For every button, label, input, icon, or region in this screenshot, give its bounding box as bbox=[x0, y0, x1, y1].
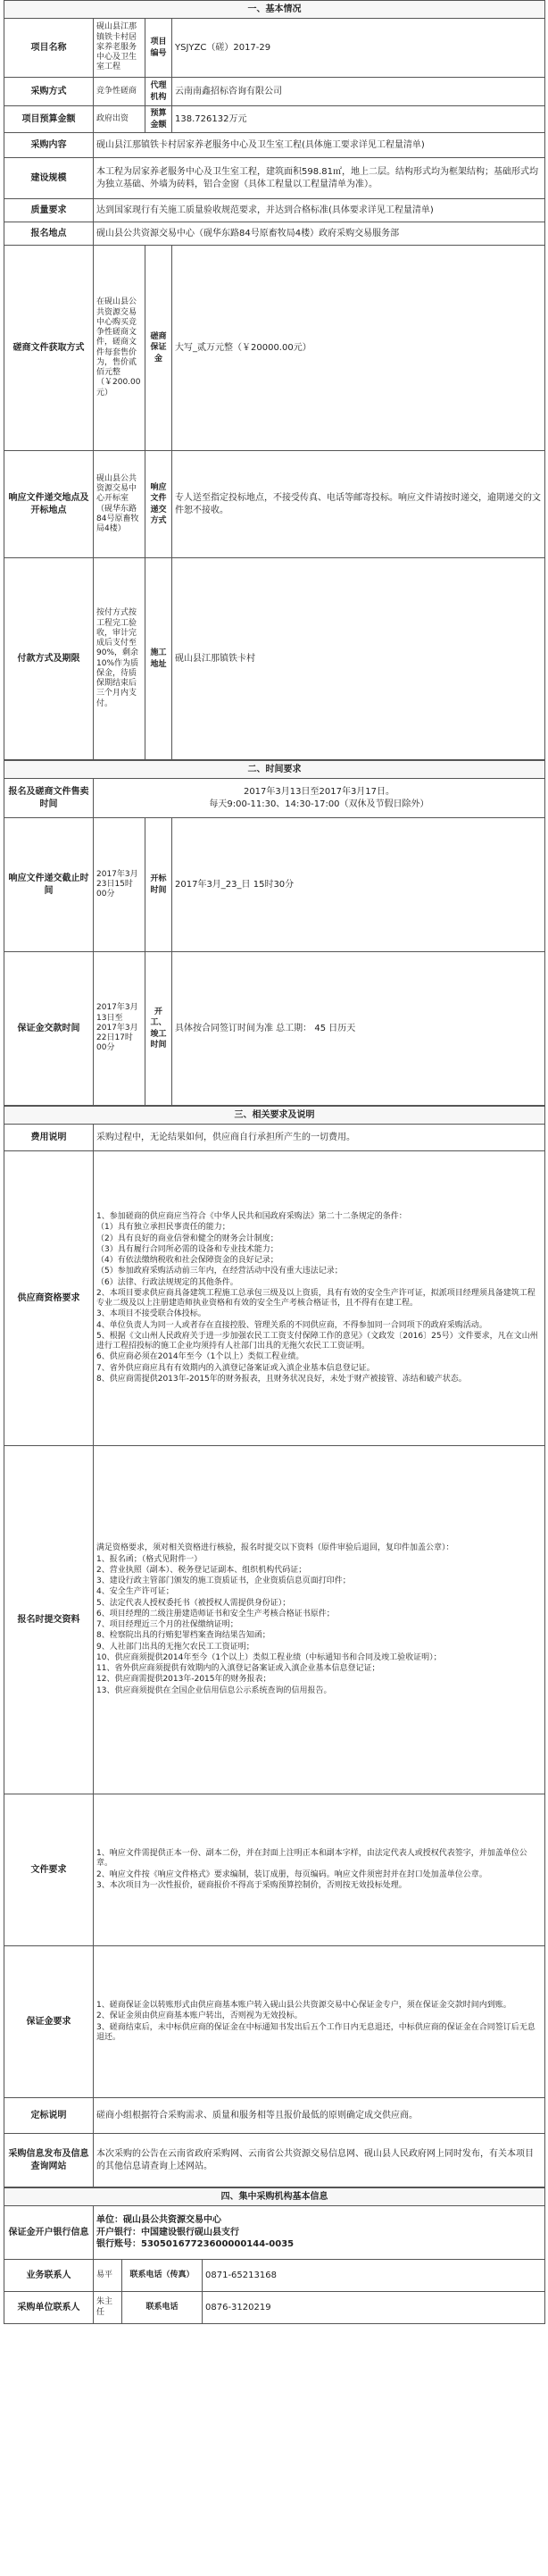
docs-line: 11、省外供应商须提供有效期内的入滇登记备案证或入滇企业基本信息登记证； bbox=[96, 1664, 380, 1673]
contact2-label: 采购单位联系人 bbox=[4, 2292, 94, 2324]
docs-line: 10、供应商须提供2014年至今（1个以上）类似工程业绩（中标通知书和合同及竣工验收证明）； bbox=[96, 1652, 442, 1662]
requirements-table bbox=[4, 1106, 545, 2187]
docs-line: 1、报名函；（格式见附件一） bbox=[96, 1554, 203, 1564]
docs-line: 7、项目经理近三个月的社保缴纳证明； bbox=[96, 1620, 238, 1629]
pay-value: 按付方式按工程完工验收，审计完成后支付至90%，剩余10%作为质保金，待质保期结束后三个月内支付。 bbox=[94, 558, 145, 760]
doc-method-label: 磋商文件获取方式 bbox=[4, 246, 94, 451]
supplier-label: 供应商资格要求 bbox=[4, 1151, 94, 1446]
organization-table bbox=[4, 2187, 545, 2324]
scale-value: 本工程为居家养老服务中心及卫生室工程，建筑面积598.81㎡，地上二层。结构形式均为框架结构；基础形式均为独立基础、外墙为砖料，铝合金窗（具体工程量以工程量清单为准）。 bbox=[94, 158, 545, 199]
contact1-name: 易平 bbox=[94, 2260, 122, 2292]
bank-account: 银行账号：53050167723600000144-0035 bbox=[96, 2239, 295, 2250]
docs-line: 9、人社部门出具的无拖欠农民工工资证明； bbox=[96, 1642, 254, 1652]
section-time-title: 二、时间要求 bbox=[4, 761, 545, 779]
contact1-phone-label: 联系电话（传真） bbox=[122, 2260, 203, 2292]
signup-time-dates: 2017年3月13日至2017年3月17日。 bbox=[243, 787, 395, 797]
bank-info bbox=[94, 2206, 545, 2260]
period-value: 具体按合同签订时间为准 总工期： 45 日历天 bbox=[172, 952, 545, 1106]
receive-rule-label: 响应文件递交方式 bbox=[145, 451, 172, 558]
budget-amount-label: 预算金额 bbox=[145, 106, 172, 133]
publish-value: 本次采购的公告在云南省政府采购网、云南省公共资源交易信息网、砚山县人民政府网上同时发布，有关本项目的其他信息请查询上述网站。 bbox=[94, 2134, 545, 2187]
docs-line: 2、营业执照（副本）、税务登记证副本、组织机构代码证； bbox=[96, 1565, 307, 1575]
section-basic-title: 一、基本情况 bbox=[4, 1, 545, 19]
deadline-label: 响应文件递交截止时间 bbox=[4, 818, 94, 952]
bond-req-line: 3、磋商结束后，未中标供应商的保证金在中标通知书发出后五个工作日内无息退还，中标供应商的保证金在合同签订后无息退还。 bbox=[96, 2022, 536, 2042]
agent-label: 代理机构 bbox=[145, 78, 172, 106]
supplier-line: 3、本项目不接受联合体投标。 bbox=[96, 1309, 206, 1319]
site-label: 施工地址 bbox=[145, 558, 172, 760]
supplier-line: 2、本项目要求供应商具备建筑工程施工总承包三级及以上资质，具有有效的安全生产许可证，拟派项目经理须具备建筑工程专业二级及以上注册建造师执业资格和有效的安全生产考核合格证书，且不得有在建工程。 bbox=[96, 1288, 536, 1308]
docs-line: 13、供应商须提供在全国企业信用信息公示系统查询的信用报告。 bbox=[96, 1685, 332, 1695]
signup-place-label: 报名地点 bbox=[4, 222, 94, 246]
open-value: 2017年3月_23_日 15时30分 bbox=[172, 818, 545, 952]
docs-line: 满足资格要求，须对相关资格进行核验，报名时提交以下资料（原件审验后退回，复印件加盖公章）： bbox=[96, 1543, 454, 1553]
receive-place-label: 响应文件递交地点及开标地点 bbox=[4, 451, 94, 558]
supplier-line: （4）有依法缴纳税收和社会保障资金的良好记录； bbox=[96, 1256, 278, 1265]
files-line: 1、响应文件需提供正本一份、副本二份，并在封面上注明正本和副本字样，由法定代表人或授权代表签字，并加盖单位公章。 bbox=[96, 1849, 527, 1869]
bond-req-line: 2、保证金须由供应商基本账户转出，否则视为无效投标。 bbox=[96, 2011, 303, 2021]
basic-info-table bbox=[4, 0, 545, 760]
content-label: 采购内容 bbox=[4, 133, 94, 158]
bond-value: 大写_贰万元整（￥20000.00元） bbox=[172, 246, 545, 451]
docs-label: 报名时提交资料 bbox=[4, 1446, 94, 1794]
budget-amount: 138.726132万元 bbox=[172, 106, 545, 133]
project-name-value: 砚山县江那镇铁卡村居家养老服务中心及卫生室工程 bbox=[94, 19, 145, 78]
supplier-line: （1）具有独立承担民事责任的能力； bbox=[96, 1223, 230, 1233]
bank-label: 保证金开户银行信息 bbox=[4, 2206, 94, 2260]
signup-place-value: 砚山县公共资源交易中心（砚华东路84号原畜牧局4楼）政府采购交易服务部 bbox=[94, 222, 545, 246]
budget-source: 政府出资 bbox=[94, 106, 145, 133]
section-organization-title: 四、集中采购机构基本信息 bbox=[4, 2188, 545, 2206]
contact2-phone-label: 联系电话 bbox=[122, 2292, 203, 2324]
contact2-name: 朱主任 bbox=[94, 2292, 122, 2324]
fixed-label: 定标说明 bbox=[4, 2098, 94, 2134]
fixed-value: 磋商小组根据符合采购需求、质量和服务相等且报价最低的原则确定成交供应商。 bbox=[94, 2098, 545, 2134]
files-line: 3、本次项目为一次性报价，磋商报价不得高于采购预算控制价，否则按无效投标处理。 bbox=[96, 1880, 407, 1890]
supplier-line: 8、供应商需提供2013年-2015年的财务报表，且财务状况良好，未处于财产被接管、冻结和破产状态。 bbox=[96, 1374, 467, 1384]
supplier-line: （3）具有履行合同所必需的设备和专业技术能力； bbox=[96, 1244, 278, 1254]
supplier-line: 6、供应商必须在2014年至今（1个以上）类似工程业绩。 bbox=[96, 1352, 304, 1362]
receive-place-value: 砚山县公共资源交易中心开标室（砚华东路84号原畜牧局4楼） bbox=[94, 451, 145, 558]
bond-req-line: 1、磋商保证金以转账形式由供应商基本账户转入砚山县公共资源交易中心保证金专户，须在保证金交款时间内到账。 bbox=[96, 2001, 511, 2010]
bond-req-value bbox=[94, 1946, 545, 2098]
docs-line: 5、法定代表人授权委托书（被授权人需提供身份证）； bbox=[96, 1598, 291, 1608]
supplier-line: 1、参加磋商的供应商应当符合《中华人民共和国政府采购法》第二十二条规定的条件： bbox=[96, 1212, 407, 1221]
supplier-line: （6）法律、行政法规规定的其他条件。 bbox=[96, 1277, 238, 1287]
docs-line: 8、检察院出具的行贿犯罪档案查询结果告知函； bbox=[96, 1631, 270, 1641]
fee-label: 费用说明 bbox=[4, 1125, 94, 1151]
files-label: 文件要求 bbox=[4, 1794, 94, 1946]
supplier-line: 7、省外供应商应具有有效期内的入滇登记备案证或入滇企业基本信息登记证。 bbox=[96, 1363, 375, 1373]
method-label: 采购方式 bbox=[4, 78, 94, 106]
bond-req-label: 保证金要求 bbox=[4, 1946, 94, 2098]
signup-time-value bbox=[94, 779, 545, 818]
bond-time-label: 保证金交款时间 bbox=[4, 952, 94, 1106]
docs-value bbox=[94, 1446, 545, 1794]
contact1-label: 业务联系人 bbox=[4, 2260, 94, 2292]
files-value bbox=[94, 1794, 545, 1946]
project-no-label: 项目编号 bbox=[145, 19, 172, 78]
project-name-label: 项目名称 bbox=[4, 19, 94, 78]
contact1-phone: 0871-65213168 bbox=[203, 2260, 545, 2292]
signup-time-label: 报名及磋商文件售卖时间 bbox=[4, 779, 94, 818]
scale-label: 建设规模 bbox=[4, 158, 94, 199]
publish-label: 采购信息发布及信息查询网站 bbox=[4, 2134, 94, 2187]
supplier-line: 4、单位负责人为同一人或者存在直接控股、管理关系的不同供应商，不得参加同一合同项下的政府采购活动。 bbox=[96, 1320, 487, 1330]
quality-label: 质量要求 bbox=[4, 199, 94, 222]
supplier-line: 5、根据《文山州人民政府关于进一步加强农民工工资支付保障工作的意见》（文政发〔2016〕25号）文件要求，凡在文山州进行工程招投标的施工企业均须持有人社部门出具的无拖欠农民工工资证明。 bbox=[96, 1331, 538, 1351]
contact2-phone: 0876-3120219 bbox=[203, 2292, 545, 2324]
fee-value: 采购过程中，无论结果如何，供应商自行承担所产生的一切费用。 bbox=[94, 1125, 545, 1151]
site-value: 砚山县江那镇铁卡村 bbox=[172, 558, 545, 760]
deadline-value: 2017年3月23日15时00分 bbox=[94, 818, 145, 952]
bank-unit: 单位：砚山县公共资源交易中心 bbox=[96, 2215, 221, 2226]
method-value: 竞争性磋商 bbox=[94, 78, 145, 106]
docs-line: 6、项目经理的二级注册建造师证书和安全生产考核合格证书原件； bbox=[96, 1609, 335, 1618]
bond-label: 磋商保证金 bbox=[145, 246, 172, 451]
content-value: 砚山县江那镇铁卡村居家养老服务中心及卫生室工程(具体施工要求详见工程量清单) bbox=[94, 133, 545, 158]
bank-branch: 开户银行：中国建设银行砚山县支行 bbox=[96, 2227, 239, 2237]
project-no-value: YSJYZC（磋）2017-29 bbox=[172, 19, 545, 78]
period-label: 开工、竣工时间 bbox=[145, 952, 172, 1106]
supplier-value bbox=[94, 1151, 545, 1446]
files-line: 2、响应文件按《响应文件格式》要求编制，装订成册，每页编码。响应文件须密封并在封口处加盖单位公章。 bbox=[96, 1869, 487, 1879]
section-requirements-title: 三、相关要求及说明 bbox=[4, 1107, 545, 1125]
quality-value: 达到国家现行有关施工质量验收规范要求，并达到合格标准(具体要求详见工程量清单) bbox=[94, 199, 545, 222]
bond-time-value: 2017年3月13日至2017年3月22日17时00分 bbox=[94, 952, 145, 1106]
supplier-line: （5）参加政府采购活动前三年内，在经营活动中没有重大违法记录； bbox=[96, 1267, 343, 1276]
doc-method-value: 在砚山县公共资源交易中心购买竞争性磋商文件，磋商文件每套售价为，售价贰佰元整（￥200.00元） bbox=[94, 246, 145, 451]
docs-line: 3、建设行政主管部门颁发的施工资质证书，企业资质信息页面打印件； bbox=[96, 1577, 351, 1585]
agent-value: 云南南鑫招标咨询有限公司 bbox=[172, 78, 545, 106]
signup-time-hours: 每天9:00-11:30、14:30-17:00（双休及节假日除外） bbox=[209, 799, 429, 809]
budget-label: 项目预算金额 bbox=[4, 106, 94, 133]
receive-rule-value: 专人送至指定投标地点，不接受传真、电话等邮寄投标。响应文件请按时递交，逾期递交的文件恕不接收。 bbox=[172, 451, 545, 558]
time-table bbox=[4, 760, 545, 1106]
docs-line: 12、供应商需提供2013年-2015年的财务报表； bbox=[96, 1675, 271, 1685]
supplier-line: （2）具有良好的商业信誉和健全的财务会计制度； bbox=[96, 1234, 278, 1243]
docs-line: 4、安全生产许可证； bbox=[96, 1587, 174, 1597]
pay-label: 付款方式及期限 bbox=[4, 558, 94, 760]
open-label: 开标时间 bbox=[145, 818, 172, 952]
